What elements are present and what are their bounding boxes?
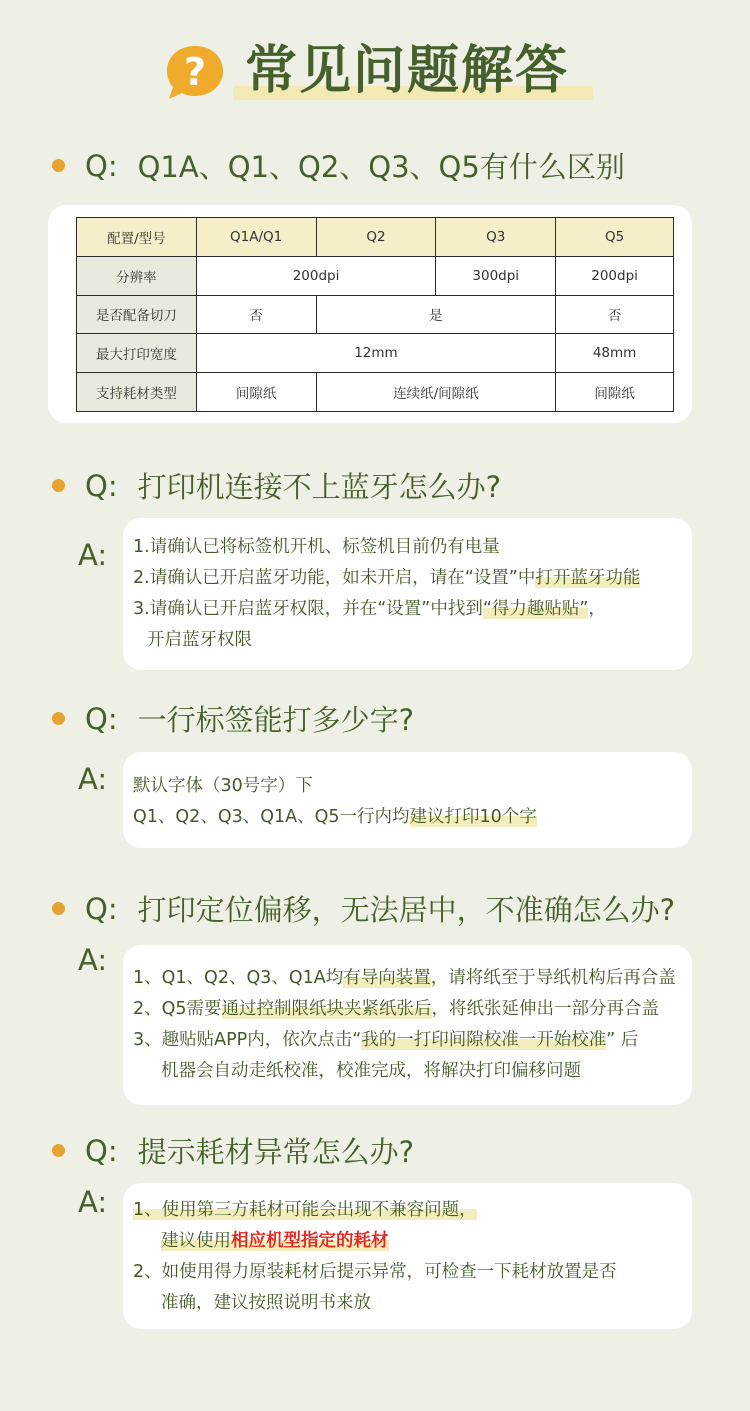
comparison-table-card [48,205,692,423]
answer-text: ，将纸张延伸出一部分再合盖 [431,999,660,1019]
answer-line [133,1025,676,1056]
faq-question-5 [52,1130,414,1171]
page-title: 常见问题解答 [245,41,570,101]
answer-highlight: 有导向装置 [343,968,431,988]
a-prefix: A: [78,538,108,572]
table-cell: 48mm [556,334,674,373]
question-text: Q1A、Q1、Q2、Q3、Q5有什么区别 [137,150,625,184]
bullet-dot-icon [52,712,65,725]
answer-text: ，请将纸至于导纸机构后再合盖 [430,968,676,988]
answer-line [133,594,640,625]
answer-lines [133,1195,617,1319]
q-prefix: Q: [85,891,118,926]
table-row [77,334,674,373]
answer-line [133,994,676,1025]
table-row [77,295,674,334]
question-text: 打印定位偏移，无法居中，不准确怎么办? [137,893,676,927]
question-bubble-icon [163,42,227,102]
answer-line [133,802,537,833]
answer-text: 3、趣贴贴APP内，依次点击“ [133,1030,362,1050]
faq-question-1 [52,145,625,186]
table-cell: 否 [556,295,674,334]
answer-text: Q1、Q2、Q3、Q1A、Q5一行内均 [133,807,410,827]
faq-answer-5 [123,1183,692,1329]
answer-line [133,963,676,994]
answer-text: 1、Q1、Q2、Q3、Q1A均 [133,968,344,988]
bullet-dot-icon [52,902,65,915]
answer-text: 2.请确认已开启蓝牙功能，如未开启，请在“设置”中 [133,568,536,588]
answer-text: 2、Q5需要 [133,999,222,1019]
answer-line: 1.请确认已将标签机开机、标签机目前仍有电量 [133,537,500,557]
answer-highlight: 1、使用第三方耗材可能会出现不兼容问题， [133,1200,477,1220]
table-cell: 200dpi [196,256,436,295]
answer-highlight: 打开蓝牙功能 [535,568,641,588]
table-cell: 否 [196,295,316,334]
bullet-dot-icon [52,1144,65,1157]
bullet-dot-icon [52,479,65,492]
answer-emphasis: 相应机型指定的耗材 [231,1231,389,1251]
question-text: 一行标签能打多少字? [137,703,415,737]
answer-line: 2、如使用得力原装耗材后提示异常，可检查一下耗材放置是否 [133,1262,617,1282]
table-cell: 间隙纸 [556,373,674,412]
table-cell: 配置/型号 [77,218,197,257]
q-prefix: Q: [85,148,118,183]
answer-line [133,1195,617,1226]
table-header-row [77,218,674,257]
question-text: 提示耗材异常怎么办? [137,1135,415,1169]
q-prefix: Q: [85,1133,118,1168]
answer-highlight: 建议使用 [161,1231,231,1251]
answer-highlight: “得力趣贴贴” [482,599,589,619]
table-cell: Q3 [436,218,556,257]
faq-answer-2 [123,518,692,670]
faq-question-4 [52,888,675,929]
table-cell: Q2 [316,218,436,257]
answer-line: 机器会自动走纸校准，校准完成，将解决打印偏移问题 [161,1061,581,1081]
table-cell: 200dpi [556,256,674,295]
answer-lines [133,771,537,833]
answer-text: 3.请确认已开启蓝牙权限，并在“设置”中找到 [133,599,483,619]
table-cell: Q1A/Q1 [196,218,316,257]
faq-question-3 [52,698,414,739]
answer-line: 开启蓝牙权限 [147,630,252,650]
table-cell: 12mm [196,334,555,373]
table-cell: 连续纸/间隙纸 [316,373,556,412]
answer-highlight: 建议打印10个字 [409,807,537,827]
table-cell: 300dpi [436,256,556,295]
page-header [163,38,593,104]
svg-text:?: ? [183,50,207,94]
question-text: 打印机连接不上蓝牙怎么办? [137,470,502,504]
faq-answer-3 [123,752,692,848]
answer-line [133,563,640,594]
table-cell: 间隙纸 [196,373,316,412]
faq-answer-4 [123,945,692,1105]
a-prefix: A: [78,762,108,796]
table-row-label: 支持耗材类型 [77,373,197,412]
a-prefix: A: [78,943,108,977]
a-prefix: A: [78,1185,108,1219]
table-row [77,373,674,412]
answer-highlight: 通过控制限纸块夹紧纸张后 [221,999,432,1019]
q-prefix: Q: [85,701,118,736]
table-row-label: 分辨率 [77,256,197,295]
answer-highlight: 我的一打印间隙校准一开始校准 [361,1030,607,1050]
table-row-label: 是否配备切刀 [77,295,197,334]
answer-text: ， [588,599,606,619]
table-row-label: 最大打印宽度 [77,334,197,373]
table-cell: Q5 [556,218,674,257]
answer-line: 准确，建议按照说明书来放 [161,1293,371,1313]
answer-line [133,1226,617,1257]
bullet-dot-icon [52,159,65,172]
table-row [77,256,674,295]
faq-question-2 [52,465,501,506]
q-prefix: Q: [85,468,118,503]
answer-lines [133,532,640,656]
answer-lines [133,963,676,1087]
comparison-table [76,217,674,412]
table-cell: 是 [316,295,556,334]
answer-line: 默认字体（30号字）下 [133,776,313,796]
answer-text: ” 后 [606,1030,639,1050]
